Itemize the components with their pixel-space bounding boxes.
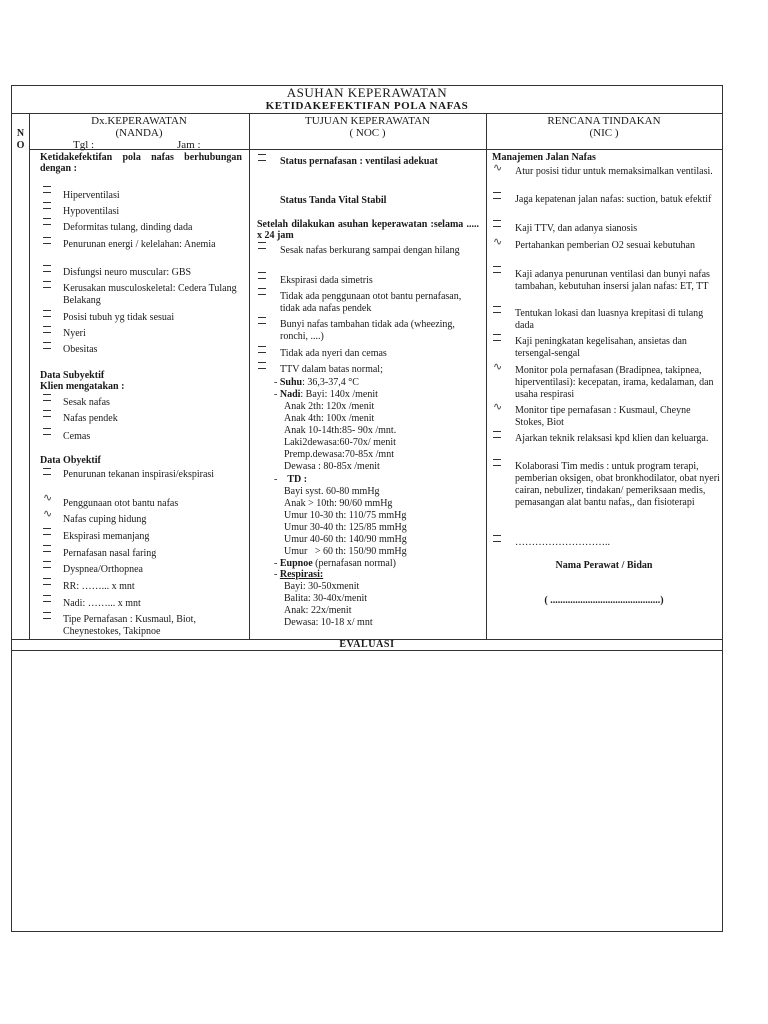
column-divider-1 [29, 113, 30, 639]
objektif-item: RR: ……... x mnt [63, 581, 135, 592]
form-header [12, 86, 722, 113]
eupnoe-row: - Eupnoe (pernafasan normal) [274, 558, 396, 569]
bullet-icon [258, 360, 270, 370]
bullet-icon [43, 200, 55, 210]
cause-item: Nyeri [63, 328, 86, 339]
rencana-item: Kaji TTV, dan adanya sianosis [515, 223, 638, 234]
objektif-item: Penggunaan otot bantu nafas [63, 498, 179, 509]
resp-item: Bayi: 30-50xmenit [284, 581, 360, 592]
tgl-label: Tgl : [73, 139, 95, 151]
td-item: Umur 10-30 th: 110/75 mmHg [284, 510, 407, 521]
bullet-icon [493, 429, 505, 439]
tujuan-sub: ( NOC ) [349, 127, 386, 139]
bullet-icon [493, 190, 505, 200]
rencana-item: Kaji peningkatan kegelisahan, ansietas dan tersengal-sengal [515, 336, 687, 359]
rencana-item: Ajarkan teknik relaksasi kpd klien dan keluarga. [515, 433, 709, 444]
bullet-icon [43, 216, 55, 226]
wave-bullet-icon: ∿ [43, 507, 53, 520]
subjektif-item: Sesak nafas [63, 397, 110, 408]
signature-label: Nama Perawat / Bidan [555, 560, 653, 571]
nadi-value: : Bayi: 140x /menit [300, 389, 378, 400]
rencana-item: Atur posisi tidur untuk memaksimalkan ventilasi. [515, 166, 713, 177]
suhu-row: - Suhu: 36,3-37,4 °C [274, 377, 359, 388]
bullet-icon [43, 340, 55, 350]
header-divider [12, 113, 722, 114]
bullet-icon [258, 152, 270, 162]
dx-sub: (NANDA) [115, 127, 163, 139]
eupnoe-label: Eupnoe [279, 558, 313, 569]
eupnoe-value: (pernafasan normal) [315, 558, 396, 569]
bullet-icon [43, 610, 55, 620]
td-row: - TD : [274, 474, 308, 485]
wave-bullet-icon: ∿ [493, 360, 503, 373]
rencana-title: RENCANA TINDAKAN [547, 115, 661, 127]
subjektif-item: Nafas pendek [63, 413, 118, 424]
suhu-value: : 36,3-37,4 °C [302, 377, 359, 388]
td-item: Bayi syst. 60-80 mmHg [284, 486, 380, 497]
dx-intro: Ketidakefektifan pola nafas berhubungan dengan : [40, 152, 242, 174]
nadi-row: - Nadi: Bayi: 140x /menit [274, 389, 378, 400]
nadi-label: Nadi [279, 389, 301, 400]
bullet-icon [258, 270, 270, 280]
cause-item: Penurunan energi / kelelahan: Anemia [63, 239, 216, 250]
bullet-icon [493, 457, 505, 467]
subjektif-item: Cemas [63, 431, 91, 442]
bullet-icon [43, 308, 55, 318]
evaluation-divider-bottom [12, 650, 722, 651]
nadi-item: Laki2dewasa:60-70x/ menit [284, 437, 396, 448]
wave-bullet-icon: ∿ [43, 491, 53, 504]
nadi-item: Anak 4th: 100x /menit [284, 413, 375, 424]
care-plan-form [11, 85, 723, 932]
td-item: Anak > 10th: 90/60 mmHg [284, 498, 393, 509]
rencana-item: Kaji adanya penurunan ventilasi dan bunyi nafas tambahan, kebutuhan insersi jalan nafas: ET, TT [515, 269, 710, 292]
bullet-icon [258, 315, 270, 325]
form-title: ASUHAN KEPERAWATAN [286, 85, 448, 100]
bullet-icon [43, 466, 55, 476]
nadi-item: Premp.dewasa:70-85x /mnt [284, 449, 394, 460]
dx-column-header [29, 115, 249, 151]
tujuan-column-header [249, 115, 486, 139]
subjektif-title: Data Subyektif [40, 370, 105, 381]
bullet-icon [258, 240, 270, 250]
signature-line: ( ............................................) [544, 595, 664, 606]
cause-item: Posisi tubuh yg tidak sesuai [63, 312, 175, 323]
bullet-icon [43, 263, 55, 273]
cause-item: Hiperventilasi [63, 190, 120, 201]
resp-label: Respirasi: [279, 569, 324, 580]
rencana-item: Tentukan lokasi dan luasnya krepitasi di tulang dada [515, 308, 704, 331]
bullet-icon [493, 533, 505, 543]
tujuan-item: Tidak ada penggunaan otot bantu pernafasan, tidak ada nafas pendek [280, 291, 462, 314]
tujuan-item: Bunyi nafas tambahan tidak ada (wheezing, ronchi, ....) [280, 319, 455, 342]
no-column-header: N O [16, 128, 25, 151]
td-item: Umur 40-60 th: 140/90 mmHg [284, 534, 407, 545]
jam-label: Jam : [177, 139, 201, 151]
resp-row: - Respirasi: [274, 569, 324, 580]
suhu-label: Suhu [279, 377, 303, 388]
bullet-icon [493, 264, 505, 274]
cause-item: Deformitas tulang, dinding dada [63, 222, 193, 233]
bullet-icon [43, 324, 55, 334]
tujuan-title: TUJUAN KEPERAWATAN [304, 115, 431, 127]
td-label: TD : [287, 474, 308, 485]
dx-title: Dx.KEPERAWATAN [91, 115, 187, 127]
rencana-column-header [486, 115, 722, 139]
objektif-item: Penurunan tekanan inspirasi/ekspirasi [63, 469, 215, 480]
rencana-sub: (NIC ) [589, 127, 619, 139]
objektif-item: Pernafasan nasal faring [63, 548, 157, 559]
rencana-item: Monitor tipe pernafasan : Kusmaul, Cheyne Stokes, Biot [515, 405, 691, 428]
objektif-item: Dyspnea/Orthopnea [63, 564, 143, 575]
wave-bullet-icon: ∿ [493, 161, 503, 174]
rencana-item: Pertahankan pemberian O2 sesuai kebutuhan [515, 240, 695, 251]
td-item: Umur > 60 th: 150/90 mmHg [284, 546, 407, 557]
bullet-icon [43, 235, 55, 245]
tujuan-setelah: Setelah dilakukan asuhan keperawatan :selama ..... x 24 jam [257, 219, 479, 241]
cause-item: Disfungsi neuro muscular: GBS [63, 267, 192, 278]
bullet-icon [43, 279, 55, 289]
wave-bullet-icon: ∿ [493, 235, 503, 248]
objektif-item: Ekspirasi memanjang [63, 531, 150, 542]
column-divider-2 [249, 113, 250, 639]
bullet-icon [43, 559, 55, 569]
objektif-title: Data Obyektif [40, 455, 101, 466]
tujuan-item: Ekspirasi dada simetris [280, 275, 373, 286]
objektif-item: Nadi: ……... x mnt [63, 598, 141, 609]
tujuan-status-1: Status pernafasan : ventilasi adekuat [280, 156, 438, 167]
form-subtitle: KETIDAKEFEKTIFAN POLA NAFAS [265, 100, 469, 112]
cause-item: Hypoventilasi [63, 206, 120, 217]
bullet-icon [493, 218, 505, 228]
bullet-icon [43, 543, 55, 553]
bullet-icon [43, 526, 55, 536]
rencana-item: Kolaborasi Tim medis : untuk program terapi, pemberian oksigen, obat bronkhodilator, obat nyeri cairan, nebulizer, tindakan/ pemeriksaan medis, pemasangan alat bantu nafas,, dan fisioterapi [515, 461, 720, 508]
cause-item: Kerusakan musculoskeletal: Cedera Tulang Belakang [63, 283, 237, 306]
rencana-item: Monitor pola pernafasan (Bradipnea, takipnea, hiperventilasi): kecepatan, irama, kedalaman, dan usaha respirasi [515, 365, 714, 400]
bullet-icon [258, 344, 270, 354]
bullet-icon [43, 408, 55, 418]
resp-item: Dewasa: 10-18 x/ mnt [284, 617, 373, 628]
rencana-section-title: Manajemen Jalan Nafas [492, 152, 596, 163]
nadi-item: Dewasa : 80-85x /menit [284, 461, 380, 472]
resp-item: Anak: 22x/menit [284, 605, 352, 616]
bullet-icon [43, 184, 55, 194]
bullet-icon [258, 286, 270, 296]
cause-item: Obesitas [63, 344, 98, 355]
td-item: Umur 30-40 th: 125/85 mmHg [284, 522, 407, 533]
objektif-item: Nafas cuping hidung [63, 514, 147, 525]
rencana-item: Jaga kepatenan jalan nafas: suction, batuk efektif [515, 194, 712, 205]
wave-bullet-icon: ∿ [493, 400, 503, 413]
subjektif-subtitle: Klien mengatakan : [40, 381, 125, 392]
objektif-item: Tipe Pernafasan : Kusmaul, Biot, Cheynestokes, Takipnoe [63, 614, 196, 637]
tujuan-item: Sesak nafas berkurang sampai dengan hilang [280, 245, 460, 256]
tujuan-item: TTV dalam batas normal; [280, 364, 383, 375]
bullet-icon [493, 304, 505, 314]
tujuan-status-2: Status Tanda Vital Stabil [280, 195, 387, 206]
bullet-icon [43, 392, 55, 402]
bullet-icon [43, 576, 55, 586]
rencana-item: ……………………….. [515, 537, 610, 548]
bullet-icon [43, 426, 55, 436]
nadi-item: Anak 2th: 120x /menit [284, 401, 375, 412]
resp-item: Balita: 30-40x/menit [284, 593, 368, 604]
evaluation-title: EVALUASI [339, 639, 395, 650]
nadi-item: Anak 10-14th:85- 90x /mnt. [284, 425, 397, 436]
tujuan-item: Tidak ada nyeri dan cemas [280, 348, 387, 359]
bullet-icon [493, 332, 505, 342]
bullet-icon [43, 593, 55, 603]
